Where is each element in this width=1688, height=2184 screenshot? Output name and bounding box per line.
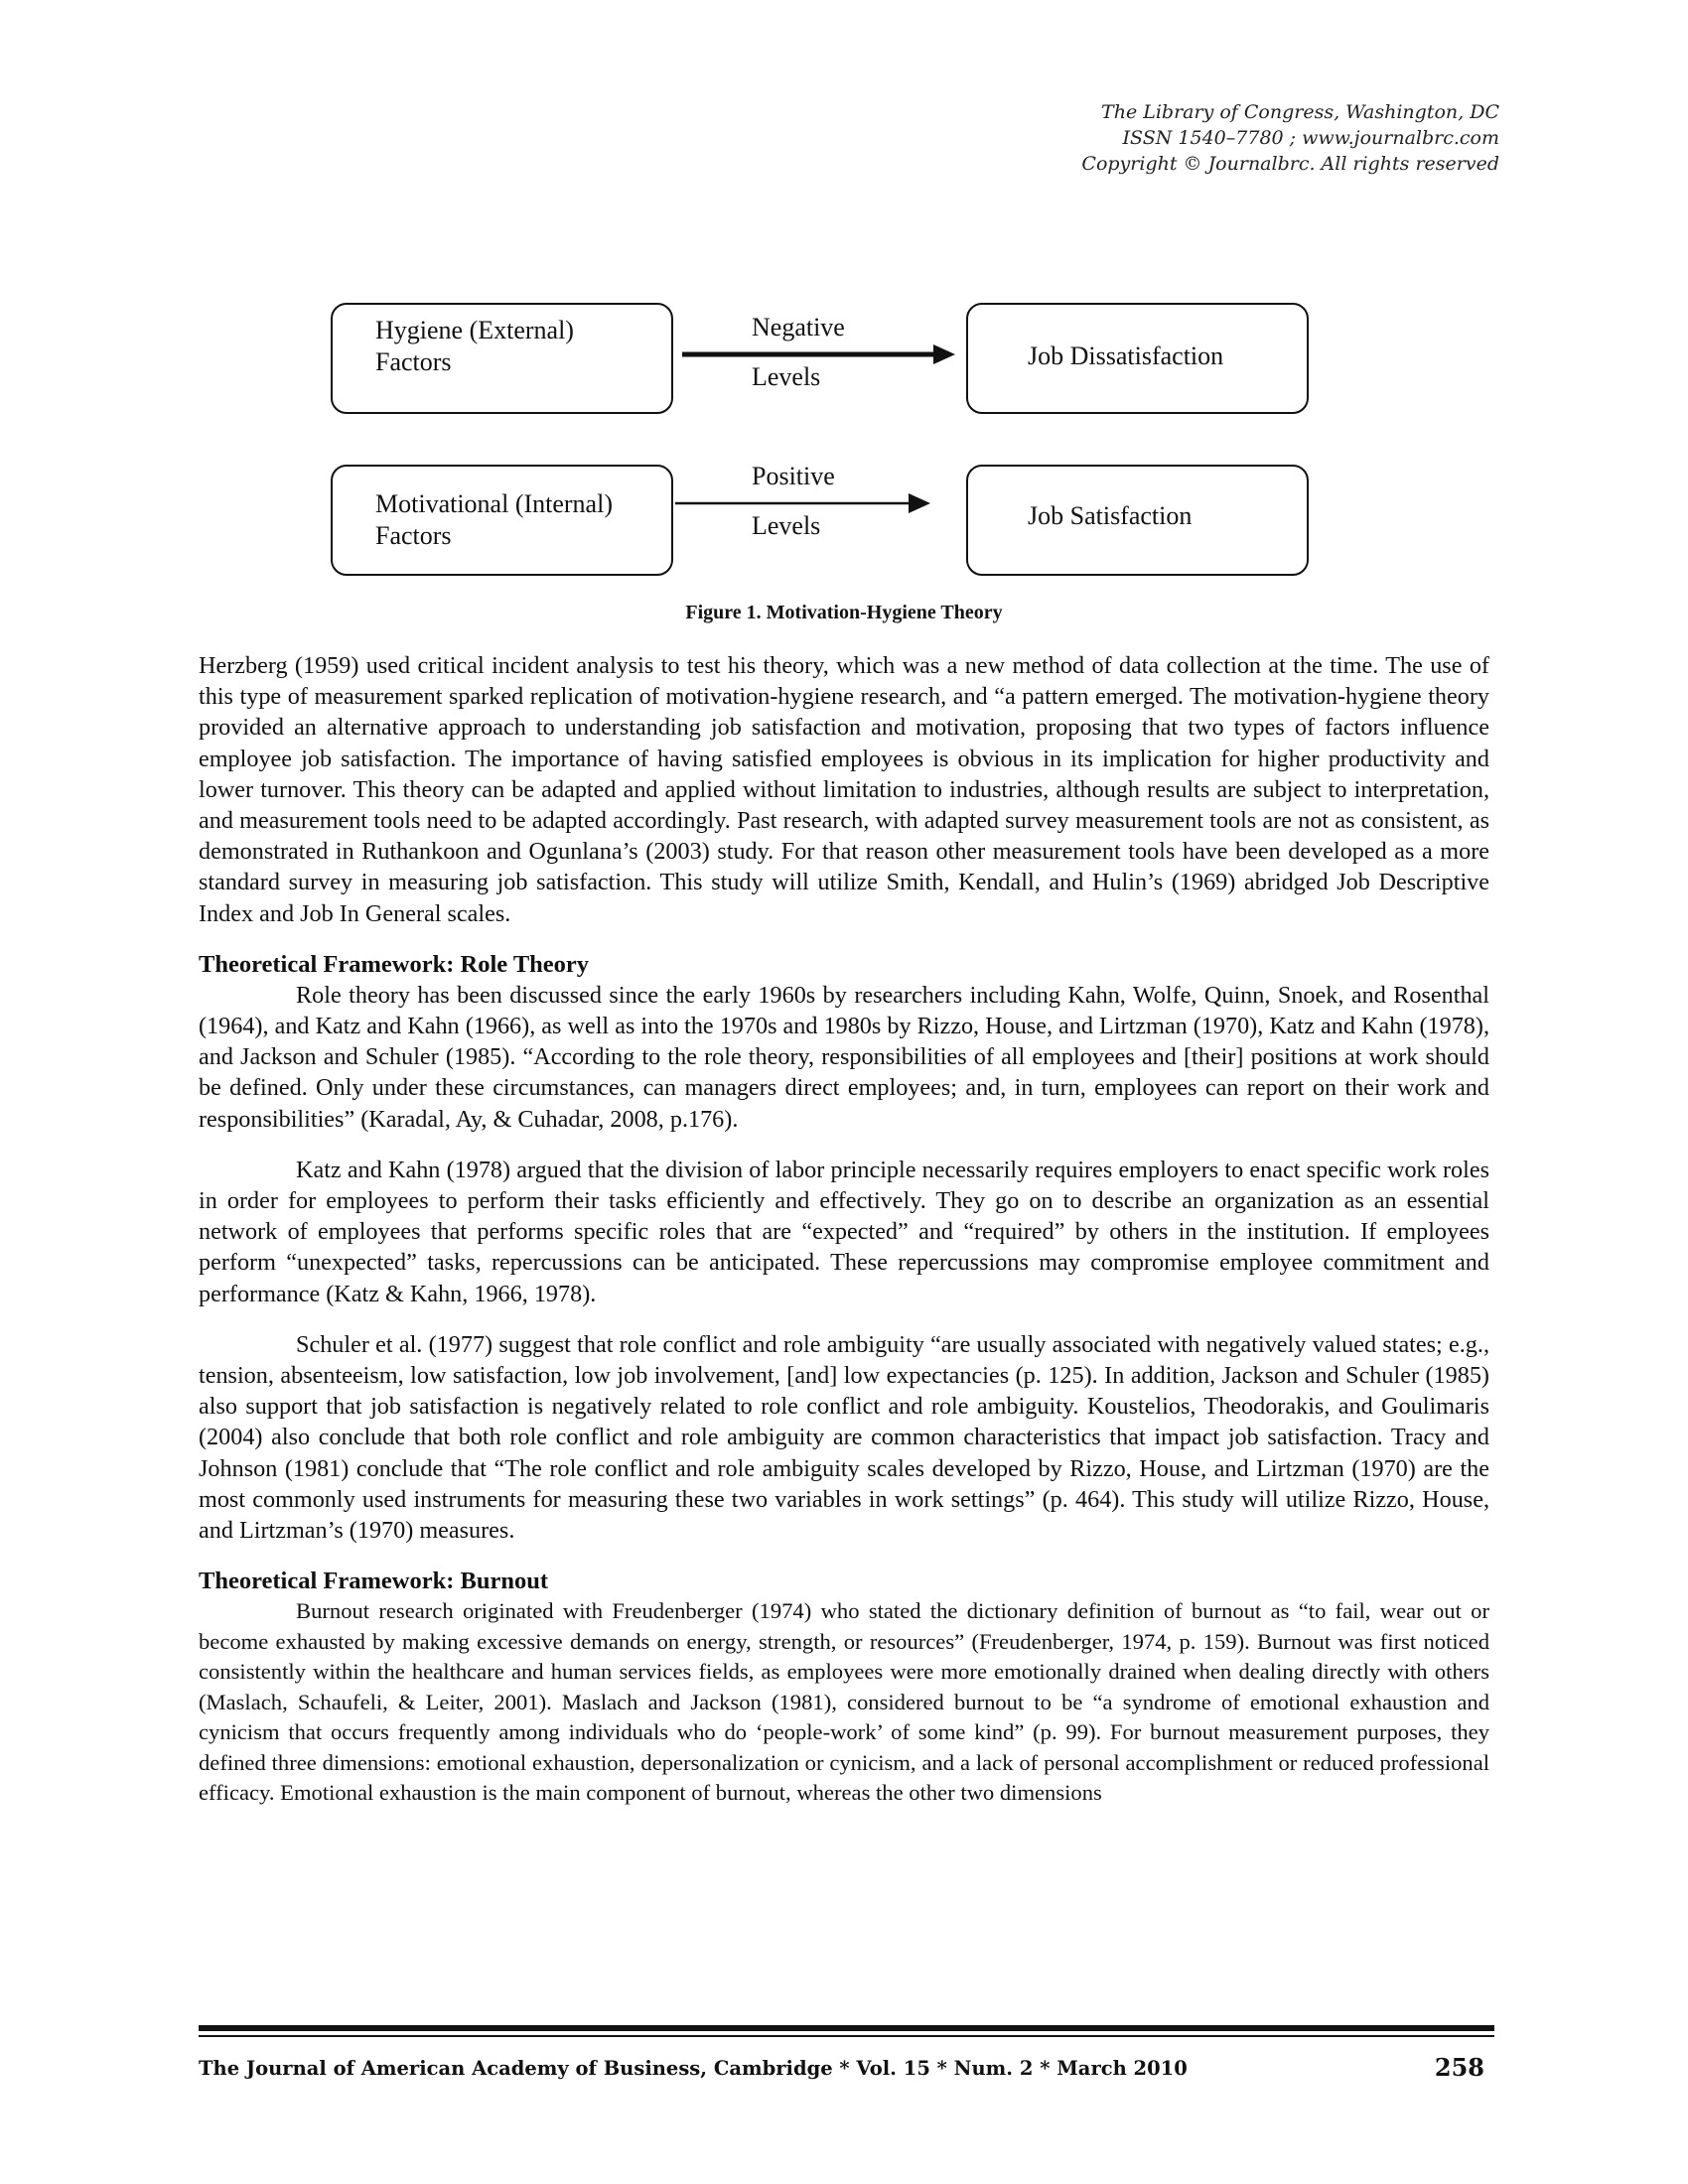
heading-burnout: Theoretical Framework: Burnout: [199, 1568, 549, 1595]
motivation-hygiene-diagram: [0, 0, 1688, 635]
page-number: 258: [1434, 2053, 1484, 2082]
paragraph-burnout: Burnout research originated with Freudenberger (1974) who stated the dictionary definition of burnout as “to fail, wear out or become exhausted by making excessive demands on energy, strength, or resources” (Freudenberger, 1974, p. 159). Burnout was first noticed consistently within the healthcare and human services fields, as employees were more emotionally drained when dealing directly with others (Maslach, Schaufeli, & Leiter, 2001). Maslach and Jackson (1981), considered burnout to be “a syndrome of emotional exhaustion and cynicism that occurs frequently among individuals who do ‘people-work’ of some kind” (p. 99). For burnout measurement purposes, they defined three dimensions: emotional exhaustion, depersonalization or cynicism, and a lack of personal accomplishment or reduced professional efficacy. Emotional exhaustion is the main component of burnout, whereas the other two dimensions: [199, 1598, 1489, 1806]
paragraph-gap: [199, 1135, 1489, 1155]
diagram-arrows: [0, 0, 1688, 635]
paragraph-gap: [199, 1309, 1489, 1329]
footer-rule-thick: [199, 2025, 1494, 2031]
paragraph-role-theory: Role theory has been discussed since the early 1960s by researchers including Kahn, Wolfe, Quinn, Snoek, and Rosenthal (1964), and Katz and Kahn (1966), as well as into the 1970s and 1980s by Rizzo, House, and Lirtzman (1970), Katz and Kahn (1978), and Jackson and Schuler (1985). “According to the role theory, responsibilities of all employees and [their] positions at work should be defined. Only under these circumstances, can managers direct employees; and, in turn, employees can report on their work and responsibilities” (Karadal, Ay, & Cuhadar, 2008, p.176).: [199, 981, 1489, 1133]
arrow-2-bottom-label: Levels: [752, 511, 821, 540]
arrow-1-bottom-label: Levels: [752, 362, 821, 391]
job-dissatisfaction-label: Job Dissatisfaction: [1028, 341, 1224, 370]
section-gap: [199, 929, 1489, 949]
motivational-factors-line-1: Motivational (Internal): [375, 489, 613, 518]
article-body: [199, 650, 1489, 1809]
section-gap: [199, 1546, 1489, 1566]
heading-role-theory: Theoretical Framework: Role Theory: [199, 950, 590, 978]
arrow-2: [675, 493, 930, 513]
motivational-factors-line-2: Factors: [375, 521, 452, 550]
header-line-3: Copyright © Journalbrc. All rights reserved: [1081, 153, 1499, 175]
arrow-1-top-label: Negative: [752, 313, 845, 341]
footer-journal-citation: The Journal of American Academy of Business, Cambridge * Vol. 15 * Num. 2 * March 2010: [199, 2057, 1188, 2080]
paragraph-schuler: Schuler et al. (1977) suggest that role conflict and role ambiguity “are usually associated with negatively valued states; e.g., tension, absenteeism, low satisfaction, low job involvement, [and] low expectancies (p. 125). In addition, Jackson and Schuler (1985) also support that job satisfaction is negatively related to role conflict and role ambiguity. Koustelios, Theodorakis, and Goulimaris (2004) also conclude that both role conflict and role ambiguity are common characteristics that impact job satisfaction. Tracy and Johnson (1981) conclude that “The role conflict and role ambiguity scales developed by Rizzo, House, and Lirtzman (1970) are the most commonly used instruments for measuring these two variables in work settings” (p. 464). This study will utilize Rizzo, House, and Lirtzman’s (1970) measures.: [199, 1330, 1489, 1545]
header-line-2: ISSN 1540–7780 ; www.journalbrc.com: [1122, 127, 1499, 149]
arrow-1: [682, 344, 955, 364]
footer-rule-thin: [199, 2035, 1494, 2037]
figure-caption: Figure 1. Motivation-Hygiene Theory: [685, 602, 1003, 623]
paragraph-herzberg: Herzberg (1959) used critical incident analysis to test his theory, which was a new method of data collection at the time. The use of this type of measurement sparked replication of motivation-hygiene research, and “a pattern emerged. The motivation-hygiene theory provided an alternative approach to understanding job satisfaction and motivation, proposing that two types of factors influence employee job satisfaction. The importance of having satisfied employees is obvious in its implication for higher productivity and lower turnover. This theory can be adapted and applied without limitation to industries, although results are subject to interpretation, and measurement tools need to be adapted accordingly. Past research, with adapted survey measurement tools are not as consistent, as demonstrated in Ruthankoon and Ogunlana’s (2003) study. For that reason other measurement tools have been developed as a more standard survey in measuring job satisfaction. This study will utilize Smith, Kendall, and Hulin’s (1969) abridged Job Descriptive Index and Job In General scales.: [199, 652, 1489, 927]
hygiene-factors-line-1: Hygiene (External): [375, 316, 574, 344]
arrow-2-top-label: Positive: [752, 462, 835, 490]
paragraph-katz-kahn: Katz and Kahn (1978) argued that the division of labor principle necessarily requires employers to enact specific work roles in order for employees to perform their tasks efficiently and effectively. They go on to describe an organization as an essential network of employees that performs specific roles that are “expected” and “required” by others in the institution. If employees perform “unexpected” tasks, repercussions can be anticipated. These repercussions may compromise employee commitment and performance (Katz & Kahn, 1966, 1978).: [199, 1156, 1489, 1307]
header-line-1: The Library of Congress, Washington, DC: [1101, 101, 1499, 123]
job-satisfaction-label: Job Satisfaction: [1028, 501, 1193, 530]
hygiene-factors-line-2: Factors: [375, 347, 452, 376]
